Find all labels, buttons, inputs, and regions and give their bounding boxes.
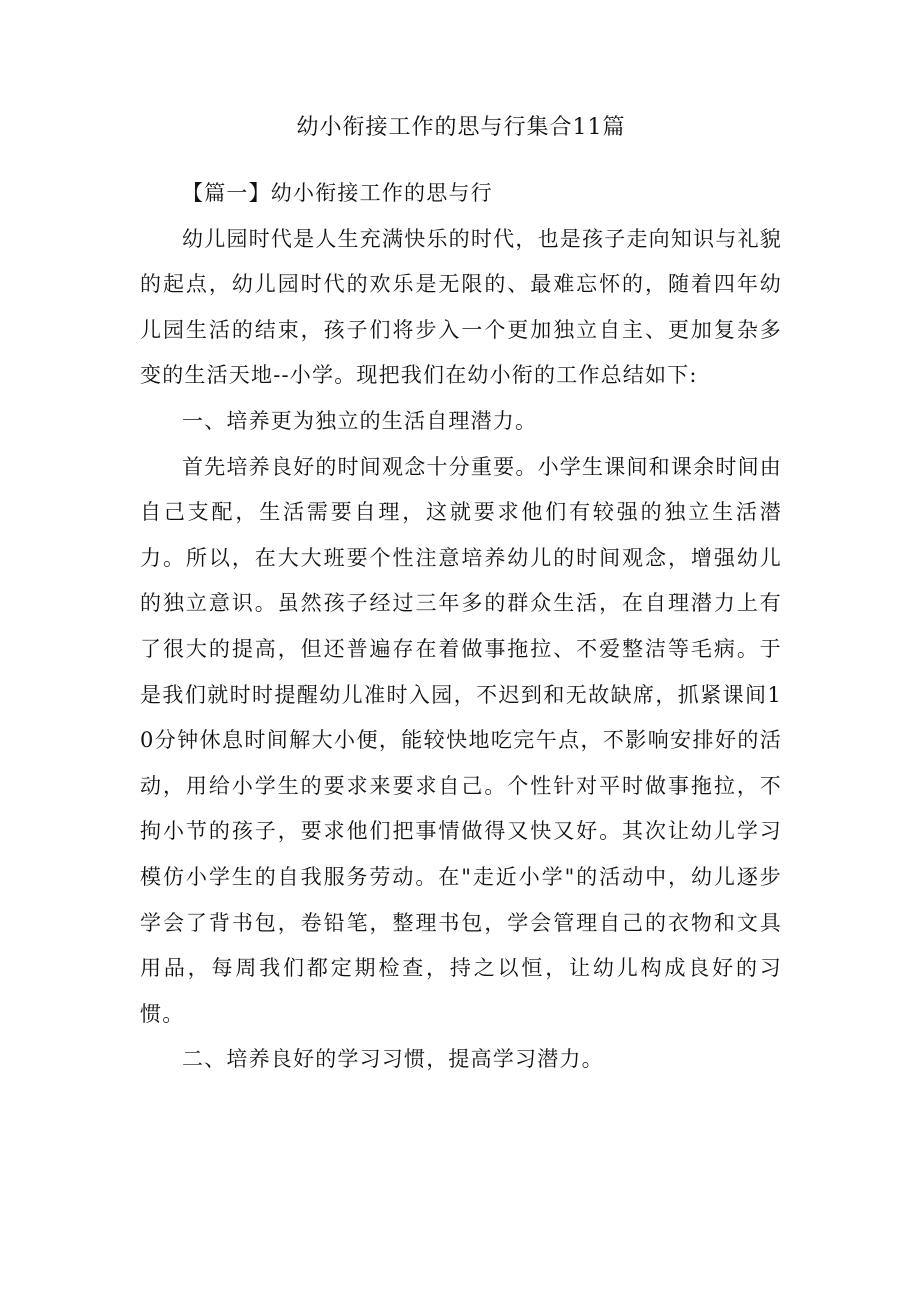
document-body <box>140 171 782 1083</box>
heading-point-one: 一、培养更为独立的生活自理潜力。 <box>182 408 538 433</box>
paragraph-point-one-body: 首先培养良好的时间观念十分重要。小学生课间和课余时间由自己支配，生活需要自理，这就要求他们有较强的独立生活潜力。所以，在大大班要个性注意培养幼儿的时间观念，增强幼儿的独立意识。虽然孩子经过三年多的群众生活，在自理潜力上有了很大的提高，但还普遍存在着做事拖拉、不爱整洁等毛病。于是我们就时时提醒幼儿准时入园，不迟到和无故缺席，抓紧课间10分钟休息时间解大小便，能较快地吃完午点，不影响安排好的活动，用给小学生的要求来要求自己。个性针对平时做事拖拉，不拘小节的孩子，要求他们把事情做得又快又好。其次让幼儿学习模仿小学生的自我服务劳动。在"走近小学"的活动中，幼儿逐步学会了背书包，卷铅笔，整理书包，学会管理自己的衣物和文具用品，每周我们都定期检查，持之以恒，让幼儿构成良好的习惯。 <box>140 454 782 1026</box>
section-title: 【篇一】幼小衔接工作的思与行 <box>182 181 493 205</box>
heading-point-two: 二、培养良好的学习习惯，提高学习潜力。 <box>182 1047 604 1072</box>
document-title: 幼小衔接工作的思与行集合11篇 <box>296 115 626 140</box>
document-page <box>140 0 782 1302</box>
paragraph-intro: 幼儿园时代是人生充满快乐的时代，也是孩子走向知识与礼貌的起点，幼儿园时代的欢乐是无限的、最难忘怀的，随着四年幼儿园生活的结束，孩子们将步入一个更加独立自主、更加复杂多变的生活天地--小学。现把我们在幼小衔的工作总结如下: <box>140 226 782 388</box>
